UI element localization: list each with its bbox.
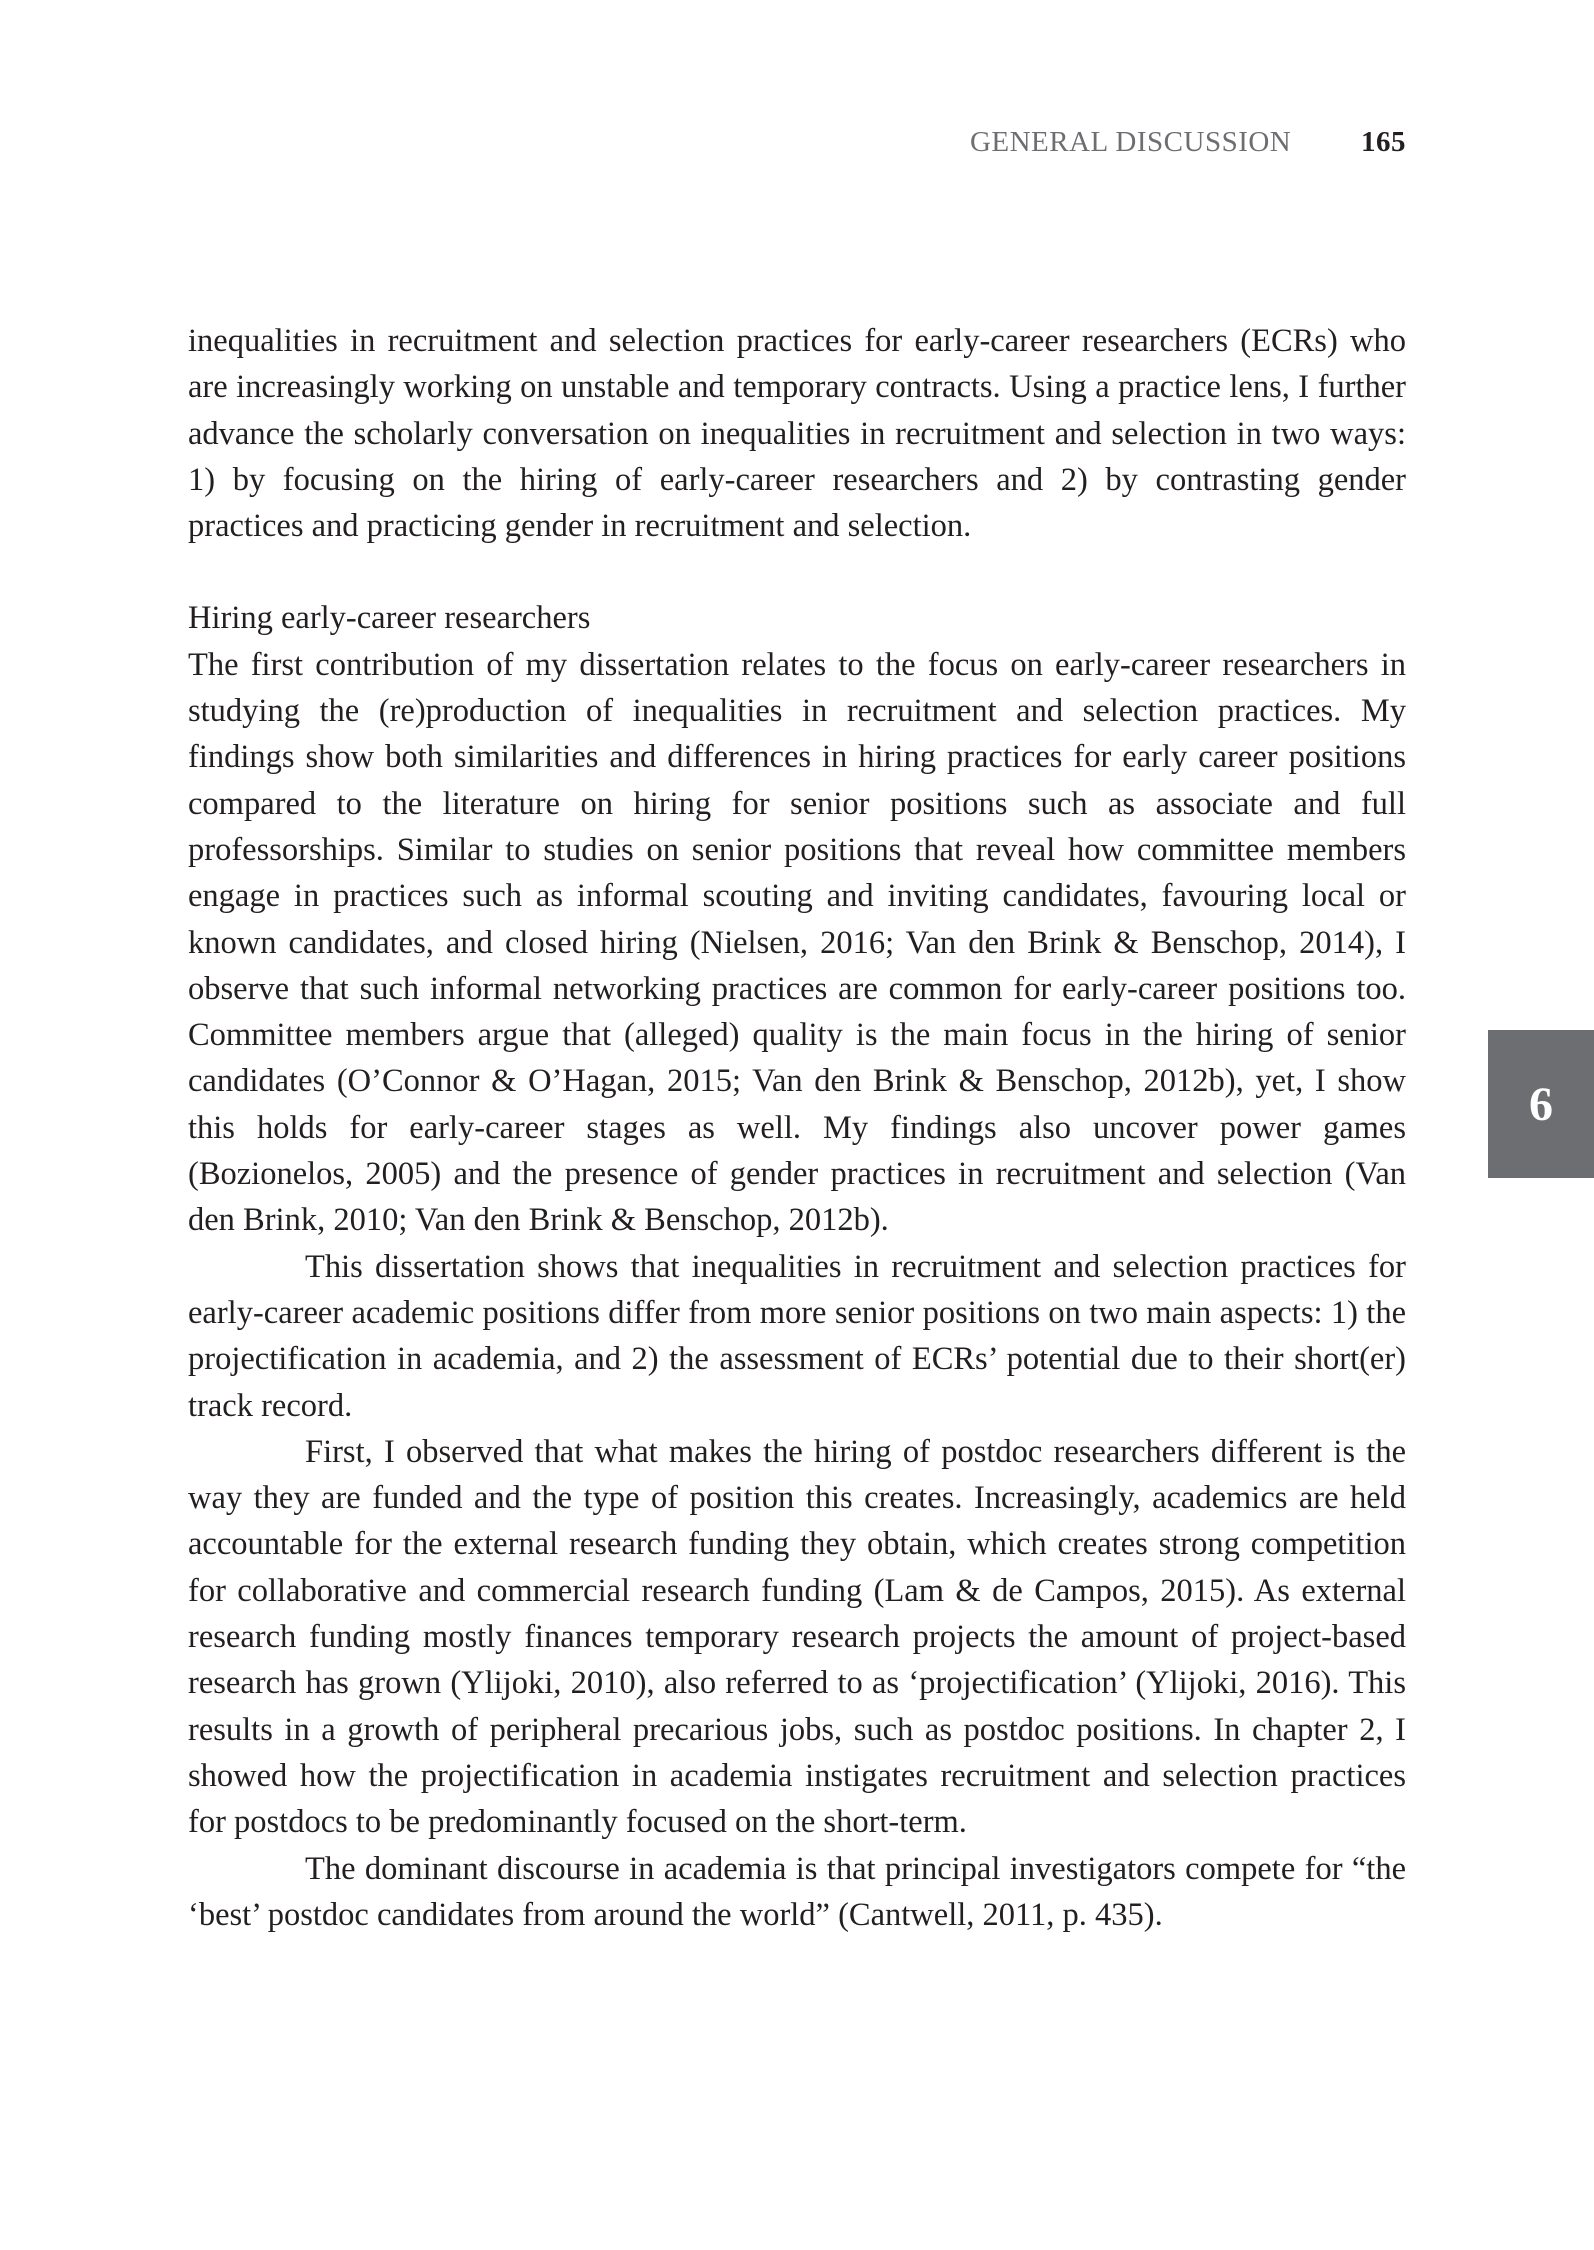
paragraph-2: This dissertation shows that inequalities in recruitment and selection practices for early-career academic positions differ from more senior positions on two main aspects: 1) the projectification in academia, and 2) the assessment of ECRs’ potential due to their short(er) track record.: [188, 1248, 1406, 1424]
paragraph-4: The dominant discourse in academia is that principal investigators compete for “the ‘best’ postdoc candidates from around the world” (Cantwell, 2011, p. 435).: [188, 1850, 1406, 1933]
paragraph-3: First, I observed that what makes the hiring of postdoc researchers different is the way they are funded and the type of position this creates. Increasingly, academics are held accountable for the external research funding they obtain, which creates strong competition for collaborative and commercial research funding (Lam & de Campos, 2015). As external research funding mostly finances temporary research projects the amount of project-based research has grown (Ylijoki, 2010), also referred to as ‘projectification’ (Ylijoki, 2016). This results in a growth of peripheral precarious jobs, such as postdoc positions. In chapter 2, I showed how the projectification in academia instigates recruitment and selection practices for postdocs to be predominantly focused on the short-term.: [188, 1433, 1406, 1841]
paragraph-1: The first contribution of my dissertation relates to the focus on early-career researchers in studying the (re)production of inequalities in recruitment and selection practices. My findings show both similarities and differences in hiring practices for early career positions compared to the literature on hiring for senior positions such as associate and full professorships. Similar to studies on senior positions that reveal how committee members engage in practices such as informal scouting and inviting candidates, favouring local or known candidates, and closed hiring (Nielsen, 2016; Van den Brink & Benschop, 2014), I observe that such informal networking practices are common for early-career positions too. Committee members argue that (alleged) quality is the main focus in the hiring of senior candidates (O’Connor & O’Hagan, 2015; Van den Brink & Benschop, 2012b), yet, I show this holds for early-career stages as well. My findings also uncover power games (Bozionelos, 2005) and the presence of gender practices in recruitment and selection (Van den Brink, 2010; Van den Brink & Benschop, 2012b).: [188, 646, 1406, 1239]
section-title: GENERAL DISCUSSION: [969, 126, 1292, 158]
section-heading: Hiring early-career researchers: [188, 600, 591, 637]
page-number: 165: [1361, 126, 1406, 158]
running-header: [970, 126, 1406, 159]
intro-paragraph: inequalities in recruitment and selection practices for early-career researchers (ECRs) who are increasingly working on unstable and temporary contracts. Using a practice lens, I further advance the scholarly conversation on inequalities in recruitment and selection in two ways: 1) by focusing on the hiring of early-career researchers and 2) by contrasting gender practices and practicing gender in recruitment and selection.: [188, 323, 1406, 545]
chapter-tab: 6: [1488, 1030, 1594, 1178]
body-text: [188, 318, 1406, 1938]
